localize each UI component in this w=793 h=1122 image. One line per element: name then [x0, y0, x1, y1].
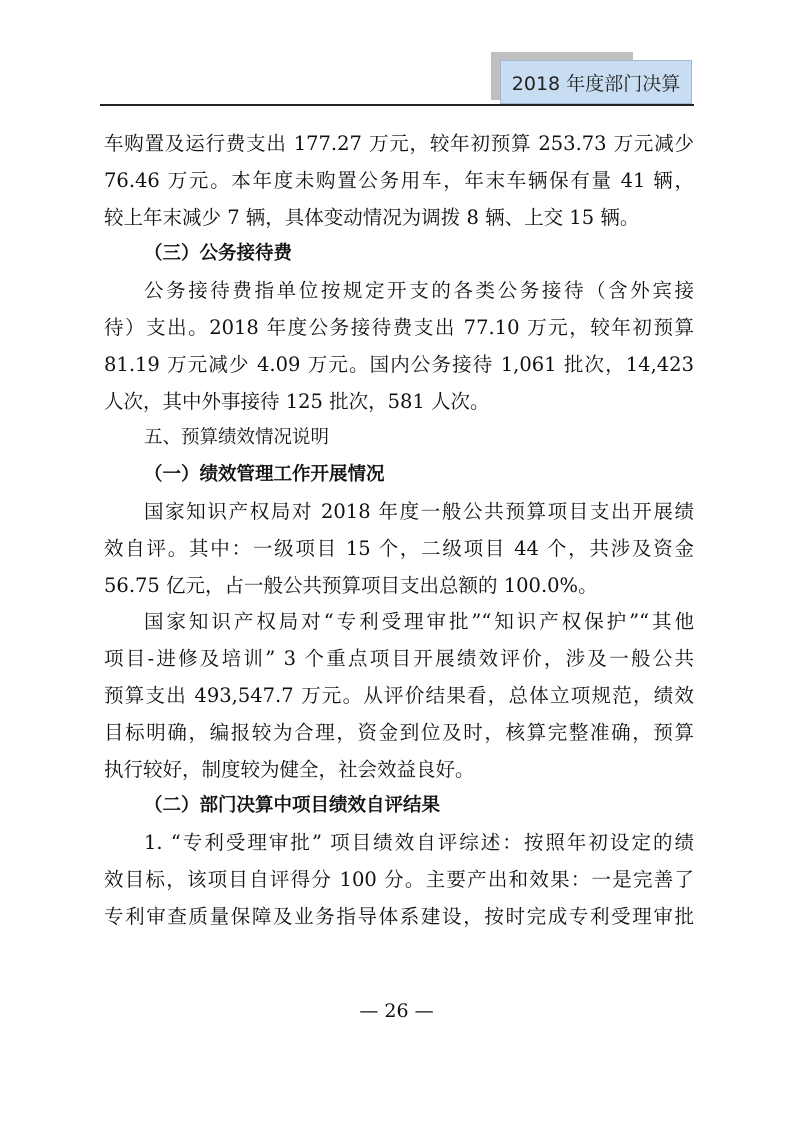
text-line: 56.75 亿元，占一般公共预算项目支出总额的 100.0%。: [104, 573, 598, 597]
text-line: 目标明确，编报较为合理，资金到位及时，核算完整准确，预算: [104, 720, 694, 744]
text-line: 1. “专利受理审批” 项目绩效自评综述：按照年初设定的绩: [144, 831, 694, 855]
document-body: [104, 126, 694, 936]
header-rule: [100, 104, 694, 106]
text-line: 效目标，该项目自评得分 100 分。主要产出和效果：一是完善了: [104, 867, 694, 891]
text-line: 效自评。其中：一级项目 15 个，二级项目 44 个，共涉及资金: [104, 536, 694, 560]
page-number: — 26 —: [359, 1000, 434, 1022]
subsection-heading: （一）绩效管理工作开展情况: [144, 464, 385, 486]
text-line: 车购置及运行费支出 177.27 万元，较年初预算 253.73 万元减少: [104, 132, 694, 155]
text-line: 待）支出。2018 年度公务接待费支出 77.10 万元，较年初预算: [104, 315, 694, 339]
text-line: 81.19 万元减少 4.09 万元。国内公务接待 1,061 批次，14,423: [104, 352, 694, 376]
text-line: 人次，其中外事接待 125 批次，581 人次。: [104, 389, 490, 413]
text-line: 执行较好，制度较为健全，社会效益良好。: [104, 757, 475, 781]
text-line: 国家知识产权局对 2018 年度一般公共预算项目支出开展绩: [144, 499, 694, 523]
text-line: 预算支出 493,547.7 万元。从评价结果看，总体立项规范，绩效: [104, 683, 694, 707]
text-line: 公务接待费指单位按规定开支的各类公务接待（含外宾接: [144, 279, 694, 303]
text-line: 较上年末减少 7 辆，具体变动情况为调拨 8 辆、上交 15 辆。: [104, 205, 640, 229]
text-line: 76.46 万元。本年度未购置公务用车，年末车辆保有量 41 辆，: [104, 168, 694, 192]
section-heading: 五、预算绩效情况说明: [144, 427, 330, 449]
subsection-heading: （二）部门决算中项目绩效自评结果: [144, 795, 441, 817]
header-title: 2018 年度部门决算: [500, 60, 692, 104]
text-line: 专利审查质量保障及业务指导体系建设，按时完成专利受理审批: [104, 904, 694, 928]
subsection-heading: （三）公务接待费: [144, 243, 293, 265]
text-line: 项目-进修及培训” 3 个重点项目开展绩效评价，涉及一般公共: [104, 647, 694, 671]
text-line: 国家知识产权局对“专利受理审批”“知识产权保护”“其他: [144, 610, 694, 634]
